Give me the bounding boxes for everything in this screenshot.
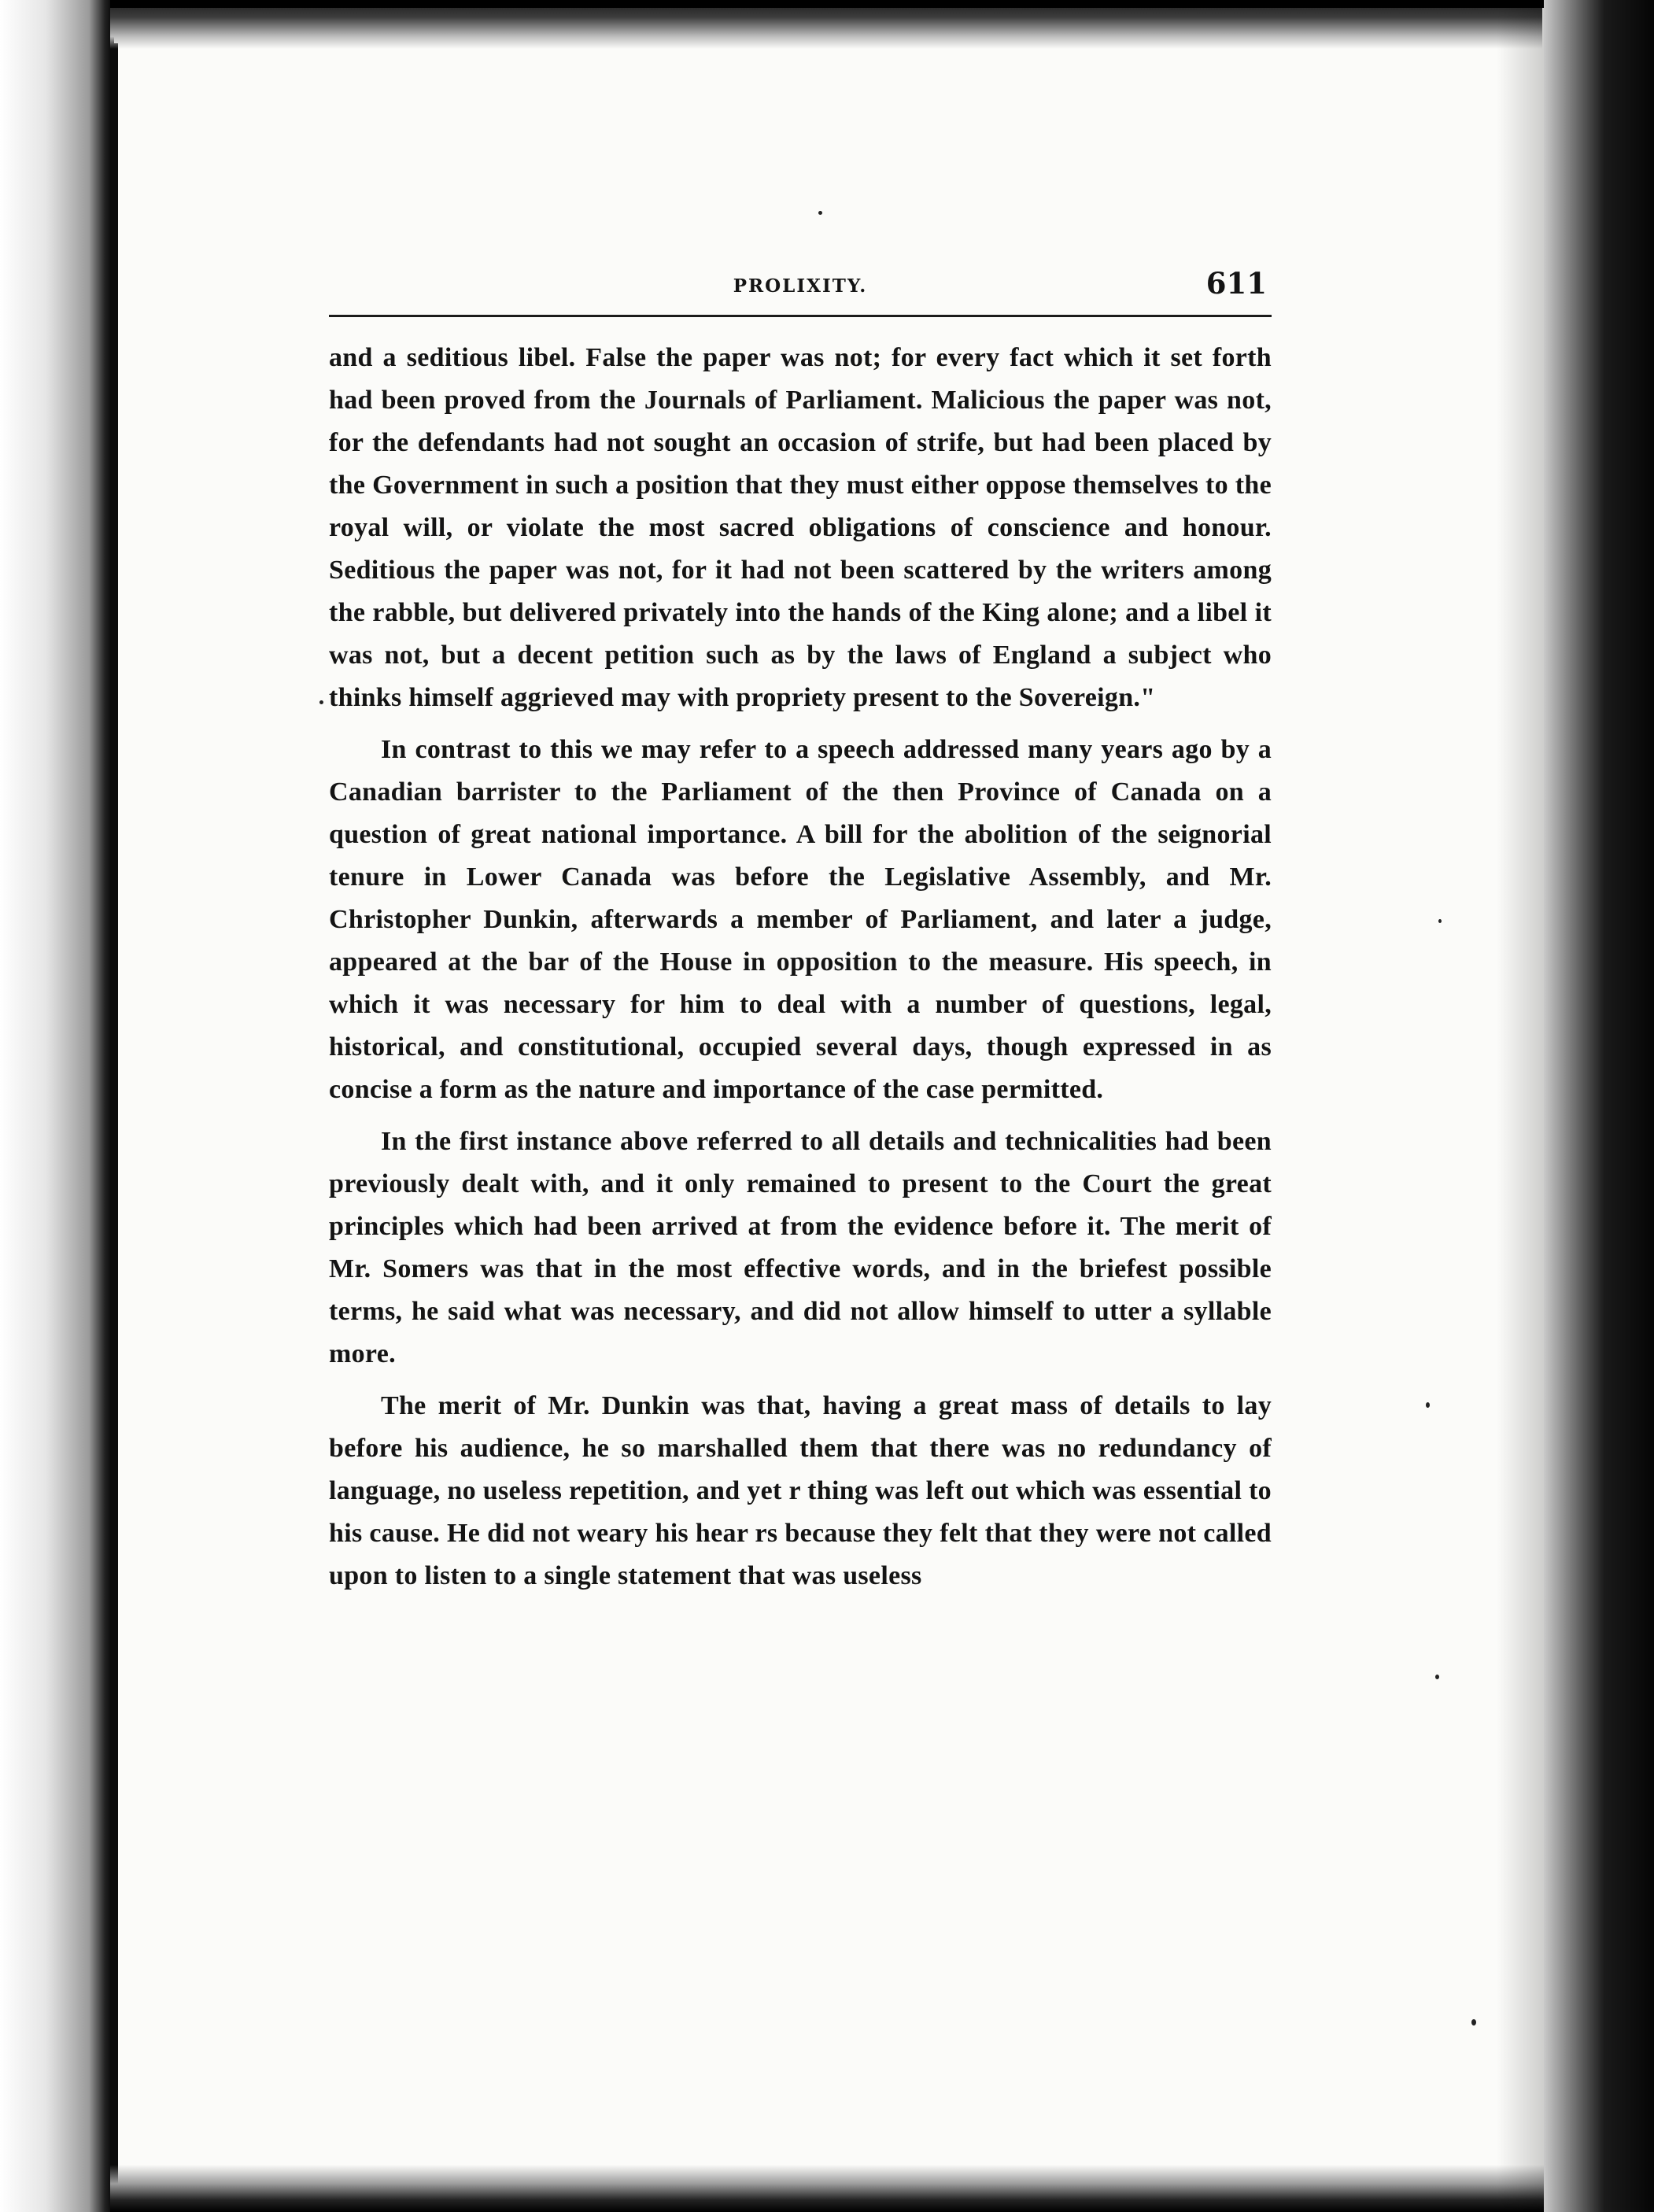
right-binding-shadow <box>1544 0 1654 2212</box>
paragraph: The merit of Mr. Dunkin was that, having a great mass of details to lay before his audience, he so marshalled them that there was no redundancy of language, no useless repetition, and yet r thing was left out which was essential to his cause. He did not weary his hear rs because they felt that they were not called upon to listen to a single statement that was useless <box>329 1391 1272 1590</box>
scan-speck <box>1471 2019 1476 2026</box>
scan-speck <box>1426 1402 1430 1408</box>
running-title: PROLIXITY. <box>733 275 868 297</box>
paragraph: In contrast to this we may refer to a speech addressed many years ago by a Canadian barrister to the Parliament of the then Province of Canada on a question of great national importance. A bill for the abolition of the seignorial tenure in Lower Canada was before the Legislative Assembly, and Mr. Christopher Dunkin, afterwards a member of Parliament, and later a judge, appeared at the bar of the House in opposition to the measure. His speech, in which it was necessary for him to deal with a number of questions, legal, historical, and constitutional, occupied several days, though expressed in as concise a form as the nature and importance of the case permitted. <box>329 735 1272 1104</box>
top-scan-edge <box>110 0 1550 8</box>
left-binding-edge <box>110 43 118 2184</box>
book-page <box>329 260 1272 1597</box>
bottom-scan-shadow <box>110 2165 1550 2212</box>
right-gutter-shadow <box>1497 0 1544 2212</box>
scan-speck <box>1435 1675 1439 1679</box>
paragraph: In the first instance above referred to all details and technicalities had been previously dealt with, and it only remained to present to the Court the great principles which had been arrived at from the evidence before it. The merit of Mr. Somers was that in the most effective words, and in the briefest possible terms, he said what was necessary, and did not allow himself to utter a syllable more. <box>329 1127 1272 1368</box>
page-number: 611 <box>1205 266 1267 301</box>
scan-speck <box>319 700 323 704</box>
paragraph-continued: and a seditious libel. False the paper was not; for every fact which it set forth had been proved from the Journals of Parliament. Malicious the paper was not, for the defendants had not sought an occasion of strife, but had been placed by the Government in such a position that they must either oppose themselves to the royal will, or violate the most sacred obligations of conscience and honour. Seditious the paper was not, for it had not been scattered by the writers among the rabble, but delivered privately into the hands of the King alone; and a libel it was not, but a decent petition such as by the laws of England a subject who thinks himself aggrieved may with propriety present to the Sovereign." <box>329 343 1272 712</box>
scan-speck <box>818 211 822 215</box>
running-header <box>329 260 1272 307</box>
body-text <box>329 337 1272 1597</box>
scan-speck <box>1438 919 1442 923</box>
header-rule <box>329 315 1272 317</box>
left-binding-shadow <box>0 0 114 2212</box>
